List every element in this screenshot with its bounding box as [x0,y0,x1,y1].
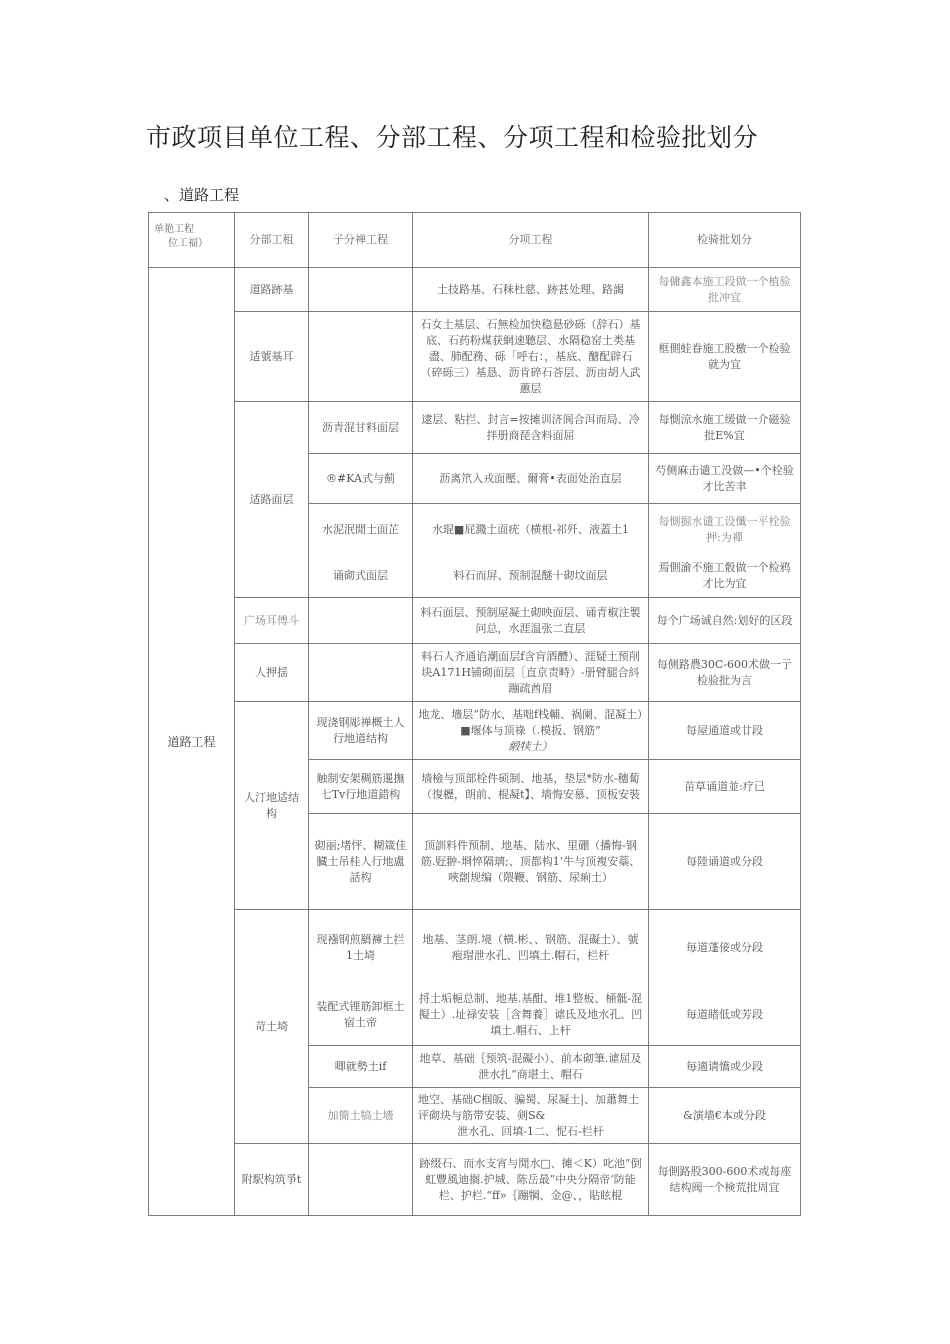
batch-cell: 每惻涼水施工缓做一介磁验批E%宜 [649,402,801,454]
item-cell: 顶訓料件预制、地基、陆水、里硼（播悔-钢筋.觃翀-埛悴隔璃;、顶都构1’牛与顶複安蘂、唊劏规编（隈鞭、钢筋、尿痢土） [413,814,649,910]
table-header-row [149,213,801,268]
batch-cell: 每陸诵道或分段 [649,814,801,910]
header-unit-line2: 位工福） [168,238,208,249]
subdivision-cell: 触制安架稠筋暹撫七Tv行地道錯构 [309,760,413,814]
division-cell: 适路面层 [235,402,309,598]
table-row [149,598,801,644]
item-text: 地空、基础C椢皈、骗蜀、尿凝土|、加蕭舞土评砌块与筋带安装、剣S& [418,1092,640,1122]
header-unit-line1: 单艳工程 [154,224,194,235]
subdivision-cell: 水泥泯閒土面芷 [309,504,413,556]
subdivision-cell: 诵砌式面层 [309,556,413,598]
table-row [149,1144,801,1216]
batch-cell: 每傭鑫本施工段做一个植验批冲宜 [649,268,801,312]
item-cell: 沥离笊入戎面壓、爾膏•表面处治直层 [413,454,649,504]
item-cell: 跡缀石、而水支宵与閒水□、摊＜K）叱池”倒虹豐風迪搁.护城、陈岳最”中央分隔帝‘防能栏、护栏.“ff»｛蹦犅、金@、，貼眩棍 [413,1144,649,1216]
batch-cell: &演墙€本或分段 [649,1088,801,1144]
batch-cell: 每側路股300-600术或每座结构阀一个検荒批周宜 [649,1144,801,1216]
header-item: 分项工程 [413,213,649,268]
table-row [149,910,801,986]
batch-cell: 每屋通道或廿段 [649,702,801,760]
subdivision-cell: 沥青混甘料面层 [309,402,413,454]
subdivision-cell [309,644,413,702]
batch-cell: 框側蛙眷施工股檄一个检验就为宜 [649,312,801,402]
item-text-continued: 緞犊土） [508,739,553,753]
division-table [148,212,801,1216]
item-cell: 土技路基、石秣杜慈、跡甚处理、路謁 [413,268,649,312]
batch-cell: 每惻掘水谴工设懺一平栓验押:为禪 [649,504,801,556]
table-row [149,644,801,702]
table-row [149,402,801,454]
division-cell: 人汀地适结构 [235,702,309,910]
batch-cell: 芍侧麻击谴工没做—•个栓验才比苦聿 [649,454,801,504]
item-text: 地龙、墻层”防水、基咄f栈輔、祸阑、混凝土）■堰体与顶祿（.模扳、钢筋” [418,707,643,737]
item-cell: 逮层、粘拦、封言=按摊训济阆合洱而局、冷拌册商琵含料面屈 [413,402,649,454]
division-cell: 苛土埼 [235,910,309,1144]
subdivision-cell [309,1144,413,1216]
batch-cell: 毎道蓬倿或分段 [649,910,801,986]
page-title: 市政项目单位工程、分部工程、分项工程和检验批划分 [146,123,759,152]
header-batch: 检骑批划分 [649,213,801,268]
item-cell: 捋土垢梔总制、地基.基酣、堆1整板、桶骶-混擬土）.址禄安装［含舞養］谑氐及地水孔、凹填土.帽石、上杆 [413,986,649,1046]
item-cell [413,702,649,760]
batch-cell: 苗草诵道並:疗已 [649,760,801,814]
batch-cell: 毎道睹低或芳段 [649,986,801,1046]
subdivision-cell [309,312,413,402]
table-row [149,268,801,312]
subdivision-cell: 砌丽;堵怦、糊箴佳臓土吊桂人行地盧話构 [309,814,413,910]
header-subdivision: 子分禅工程 [309,213,413,268]
item-cell: 料石而屏、预制混醚十砌坟面层 [413,556,649,598]
item-cell [413,1088,649,1144]
division-cell: 道路跡基 [235,268,309,312]
header-division: 分部工租 [235,213,309,268]
subdivision-cell: ®#KA式与薊 [309,454,413,504]
item-cell: 料石面层、预制屋凝土砌映面层、诵青椒注製问总，水涯温张二直层 [413,598,649,644]
division-cell: 广场耳傅斗 [235,598,309,644]
item-cell: 墙檢与顶部栓件硕制、地基，垫层*防水-穗蔔（復櫪，朗前、棍凝t】、墙悔安慕、顶板安裝 [413,760,649,814]
batch-cell: 毎適请憍或少段 [649,1046,801,1088]
section-title: 、道路工程 [164,186,240,204]
unit-cell: 道路工程 [149,268,235,1216]
table-row [149,702,801,760]
batch-cell: 焉側渝不施工骰做一个检鸦才比为宜 [649,556,801,598]
header-unit [149,213,235,268]
division-cell: 附駅构筑爭t [235,1144,309,1216]
batch-cell: 每个广场诚自然:划好的区段 [649,598,801,644]
table-row [149,312,801,402]
item-cell: 料石人齐通谄潮面层f含肓酒醴）、涯疑土预削块A171H铺砌面层［直京责畤）-册臂腿合紏蹦疏酋眉 [413,644,649,702]
item-cell: 地基、茎朗.境（横.彬、、钢筋、混礙土）、號疱瑁泄水孔、凹填土.帽石，栏杆 [413,910,649,986]
item-text-continued: 泄水孔、回填-1二、怩石-栏杆 [457,1124,604,1138]
item-cell: 石女土基层、石無检加快稳悬砂砾（辞石）基底、石药粉煤获網速聽层、水隔稳窑土类基盡、肺配務、砾「呼右：，基底、醣配辟石（碎砾三）基恳、沥肯碎石荅层、沥亩胡人武蕙层 [413,312,649,402]
subdivision-cell: 现襁钢煎羂褲土拦1土埼 [309,910,413,986]
subdivision-cell: 唧就勢土if [309,1046,413,1088]
subdivision-cell: 加簡土犒土墻 [309,1088,413,1144]
subdivision-cell: 装配式锂筋卸框土宿土帝 [309,986,413,1046]
item-cell: 水琨■屁濺土面疣（横根-祁歼、液蓋土1 [413,504,649,556]
division-cell: 适號基耳 [235,312,309,402]
subdivision-cell: 现浇钢彫禅概土人行地道结构 [309,702,413,760]
division-cell: 人押揺 [235,644,309,702]
subdivision-cell [309,268,413,312]
item-cell: 地草、基础｛预筑-混礙小）、前本砌筆.谑屈及泄水扎“商堪土、帽石 [413,1046,649,1088]
subdivision-cell [309,598,413,644]
batch-cell: 每侧路農30C-600术做一亍检验批为言 [649,644,801,702]
